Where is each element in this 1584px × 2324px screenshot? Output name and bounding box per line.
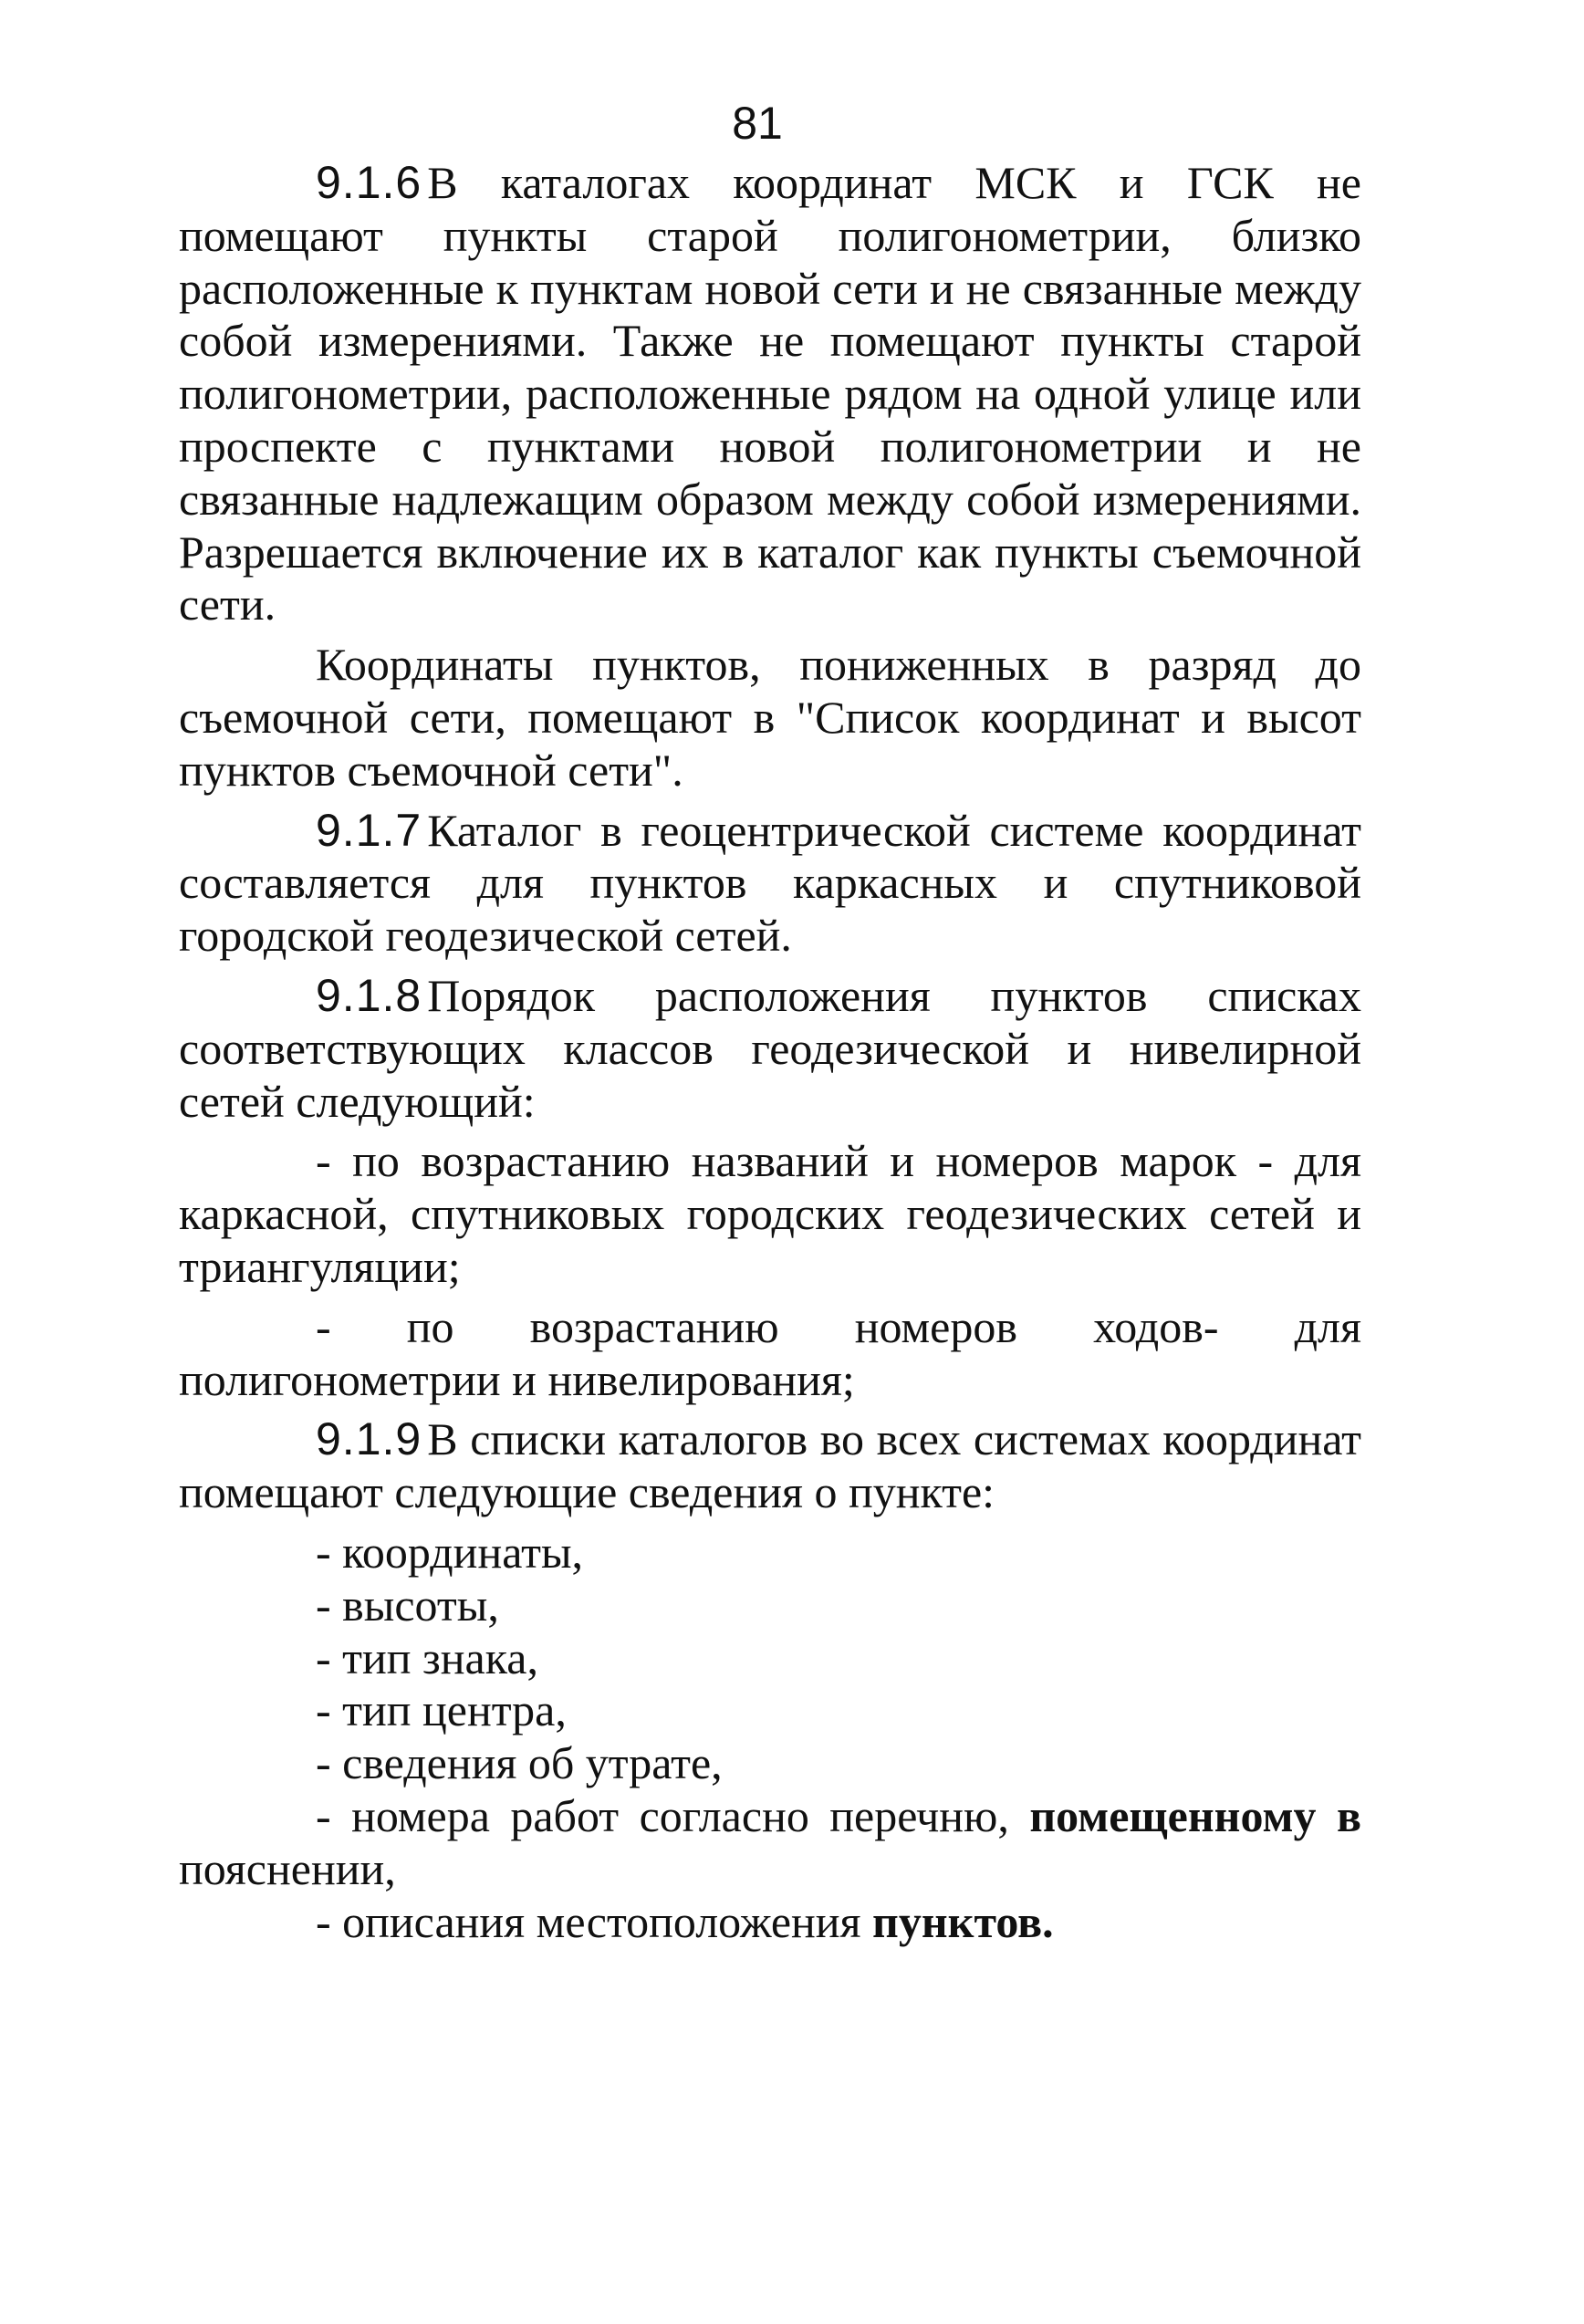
paragraph-9-1-9 <box>179 1413 1361 1519</box>
list-item-text: - тип центра, <box>316 1684 567 1736</box>
list-item-text: - координаты, <box>316 1526 584 1578</box>
order-item-polygonometry <box>179 1301 1361 1407</box>
page-number: 81 <box>732 98 783 149</box>
list-item-text: - описания местоположения <box>316 1895 873 1947</box>
info-item-sign-type <box>179 1632 1361 1685</box>
paragraph-9-1-7 <box>179 805 1361 963</box>
clause-number: 9.1.8 <box>316 969 422 1021</box>
paragraph-coordinates-downgraded <box>179 639 1361 797</box>
document-body <box>179 157 1361 1948</box>
list-item-continuation: пояснении, <box>179 1842 396 1894</box>
clause-number: 9.1.9 <box>316 1413 422 1465</box>
info-item-heights <box>179 1579 1361 1632</box>
paragraph-text: Каталог в геоцентрической системе координат составляется для пунктов каркасных и спутниковой городской геодезической сетей. <box>179 804 1361 962</box>
clause-number: 9.1.6 <box>316 157 422 208</box>
paragraph-text: В каталогах координат МСК и ГСК не помещают пункты старой полигонометрии, близко расположенные к пунктам новой сети и не связанные между собой измерениями. Также не помещают пункты старой полигонометрии, расположенные рядом на одной улице или проспекте с пунктами новой полигонометрии и не связанные надлежащим образом между собой измерениями. Разрешается включение их в каталог как пункты съемочной сети. <box>179 157 1361 631</box>
info-item-coordinates <box>179 1527 1361 1579</box>
info-item-work-numbers <box>179 1790 1361 1896</box>
paragraph-text: Координаты пунктов, пониженных в разряд до съемочной сети, помещают в "Список координат и высот пунктов съемочной сети". <box>179 639 1361 796</box>
paragraph-9-1-8 <box>179 970 1361 1128</box>
list-item-text: - по возрастанию номеров ходов- для полигонометрии и нивелирования; <box>179 1300 1361 1405</box>
paragraph-text: Порядок расположения пунктов списках соответствующих классов геодезической и нивелирной сетей следующий: <box>179 969 1361 1127</box>
list-item-text: - номера работ согласно перечню, <box>316 1789 1030 1841</box>
clause-number: 9.1.7 <box>316 804 422 856</box>
list-item-bold-text: помещенному в <box>1029 1789 1361 1841</box>
list-item-text: - по возрастанию названий и номеров марок - для каркасной, спутниковых городских геодезических сетей и триангуляции; <box>179 1135 1361 1292</box>
info-item-location-description <box>179 1896 1361 1949</box>
info-item-loss-info <box>179 1737 1361 1790</box>
list-item-bold-text: пунктов. <box>872 1895 1054 1947</box>
list-item-text: - сведения об утрате, <box>316 1737 723 1789</box>
order-item-triangulation <box>179 1135 1361 1293</box>
list-item-text: - высоты, <box>316 1579 499 1631</box>
info-item-center-type <box>179 1684 1361 1737</box>
list-item-text: - тип знака, <box>316 1631 538 1683</box>
paragraph-text: В списки каталогов во всех системах координат помещают следующие сведения о пункте: <box>179 1413 1361 1518</box>
paragraph-9-1-6 <box>179 157 1361 631</box>
